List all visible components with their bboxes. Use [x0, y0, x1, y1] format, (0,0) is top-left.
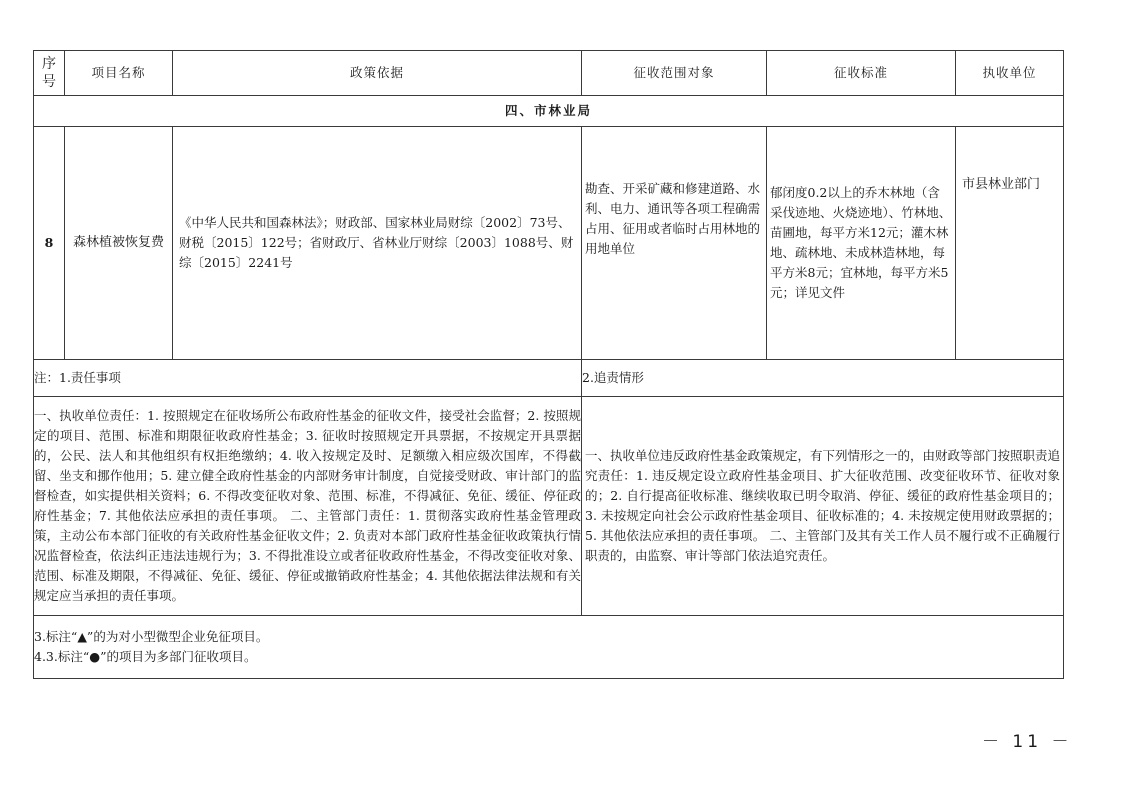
- row-policy-basis: 《中华人民共和国森林法》；财政部、国家林业局财综〔2002〕73号、财税〔2015〕122号；省财政厅、省林业厅财综〔2003〕1088号、财综〔2015〕2241号: [173, 127, 582, 360]
- section-row: [34, 96, 1064, 127]
- header-policy-basis: 政策依据: [173, 51, 582, 96]
- row-collector: 市县林业部门: [956, 127, 1064, 360]
- header-project-name: 项目名称: [65, 51, 173, 96]
- footnotes: [34, 616, 1064, 679]
- header-scope: 征收范围对象: [582, 51, 767, 96]
- row-number: 8: [34, 127, 65, 360]
- footnote-row: [34, 616, 1064, 679]
- accountability-title: 2.追责情形: [582, 360, 1064, 397]
- fee-table: [33, 50, 1064, 679]
- header-seq: 序号: [34, 51, 65, 96]
- header-row: [34, 51, 1064, 96]
- header-standard: 征收标准: [767, 51, 956, 96]
- header-collector: 执收单位: [956, 51, 1064, 96]
- fee-table-sheet: [33, 50, 1063, 664]
- page-number: － 11 －: [982, 732, 1073, 752]
- footnote-multi-department: 4.3.标注“●”的项目为多部门征收项目。: [34, 649, 257, 664]
- responsibility-text: 一、执收单位责任：1. 按照规定在征收场所公布政府性基金的征收文件，接受社会监督；2. 按照规定的项目、范围、标准和期限征收政府性基金；3. 征收时按照规定开具票据，不按规定开具票据的，公民、法人和其他组织有权拒绝缴纳；4. 收入按规定及时、足额缴入相应级次国库，不得截留、坐支和挪作他用；5. 建立健全政府性基金的内部财务审计制度，自觉接受财政、审计部门的监督检查，如实提供相关资料；6. 不得改变征收对象、范围、标准，不得减征、免征、缓征、停征政府性基金；7. 其他依法应承担的责任事项。 二、主管部门责任：1. 贯彻落实政府性基金管理政策，主动公布本部门征收的有关政府性基金征收文件；2. 负责对本部门政府性基金征收政策执行情况监督检查，依法纠正违法违规行为；3. 不得批准设立或者征收政府性基金，不得改变征收对象、范围、标准及期限，不得减征、免征、缓征、停征或撤销政府性基金；4. 其他依据法律法规和有关规定应当承担的责任事项。: [34, 397, 582, 616]
- row-standard: 郁闭度0.2以上的乔木林地（含采伐迹地、火烧迹地）、竹林地、苗圃地，每平方米12元；灌木林地、疏林地、未成林造林地，每平方米8元；宜林地，每平方米5元；详见文件: [767, 127, 956, 360]
- responsibility-title: 注：1.责任事项: [34, 360, 582, 397]
- footnote-small-enterprise: 3.标注“▲”的为对小型微型企业免征项目。: [34, 629, 269, 644]
- accountability-text: 一、执收单位违反政府性基金政策规定，有下列情形之一的，由财政等部门按照职责追究责任：1. 违反规定设立政府性基金项目、扩大征收范围、改变征收环节、征收对象的；2. 自行提高征收标准、继续收取已明令取消、停征、缓征的政府性基金项目的；3. 未按规定向社会公示政府性基金项目、征收标准的；4. 未按规定使用财政票据的；5. 其他依法应承担的责任事项。 二、主管部门及其有关工作人员不履行或不正确履行职责的，由监察、审计等部门依法追究责任。: [582, 397, 1064, 616]
- section-title: 四、市林业局: [34, 96, 1064, 127]
- notes-body-row: [34, 397, 1064, 616]
- row-scope: 勘查、开采矿藏和修建道路、水利、电力、通讯等各项工程确需占用、征用或者临时占用林地的用地单位: [582, 127, 767, 360]
- notes-title-row: [34, 360, 1064, 397]
- row-project-name: 森林植被恢复费: [65, 127, 173, 360]
- table-row: [34, 127, 1064, 360]
